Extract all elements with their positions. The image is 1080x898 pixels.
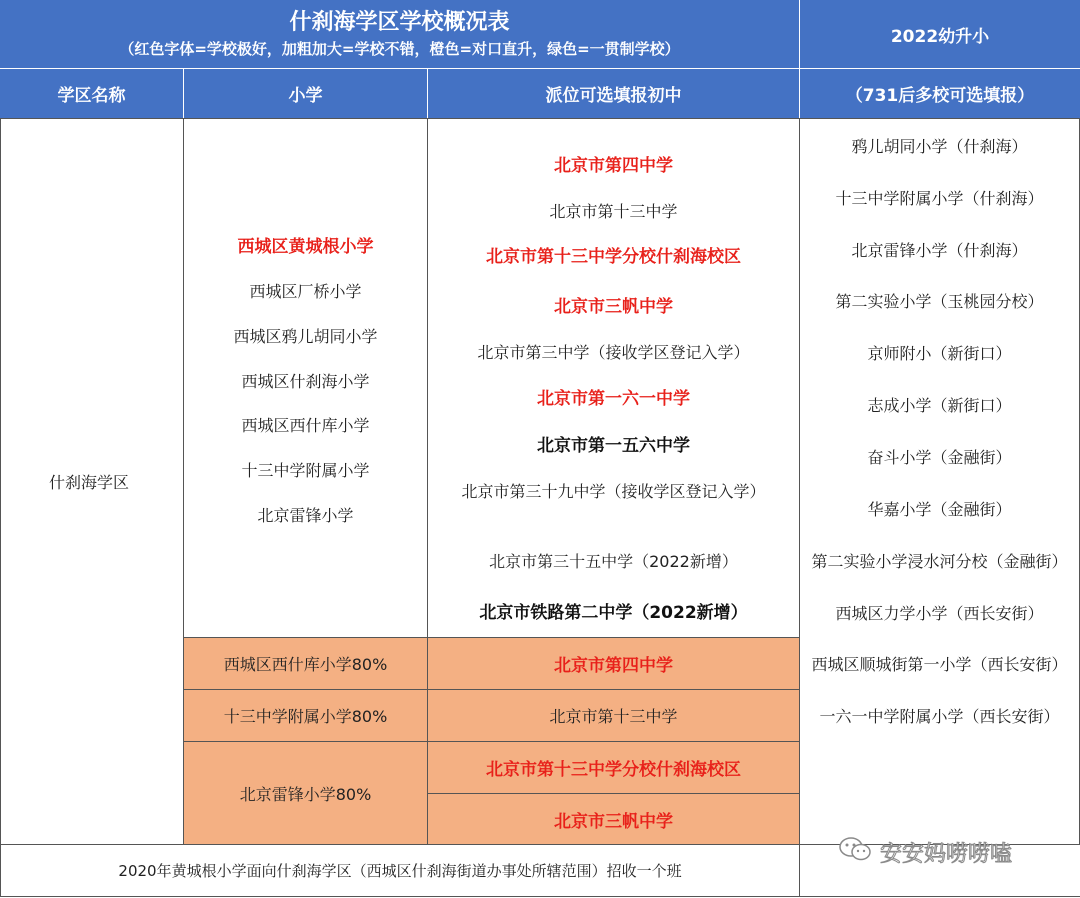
list-item: 鸦儿胡同小学（什刹海） bbox=[851, 137, 1028, 156]
list-item: 北京市第十三中学 bbox=[549, 202, 678, 221]
list-item: 西城区顺城街第一小学（西长安街） bbox=[811, 655, 1068, 674]
list-item: 北京市第四中学 bbox=[554, 156, 673, 176]
page-title: 什刹海学区学校概况表 bbox=[289, 10, 510, 35]
list-item: 志成小学（新街口） bbox=[867, 396, 1012, 415]
list-item: 西城区力学小学（西长安街） bbox=[835, 604, 1044, 623]
list-item: 北京市第一六一中学 bbox=[537, 389, 690, 409]
list-item: 西城区鸦儿胡同小学 bbox=[233, 327, 378, 346]
list-item: 西城区厂桥小学 bbox=[249, 282, 362, 301]
list-item: 北京雷锋小学（什刹海） bbox=[851, 241, 1028, 260]
list-item: 北京市第一五六中学 bbox=[537, 436, 690, 456]
col-header-district: 学区名称 bbox=[0, 69, 183, 118]
primary-school-list bbox=[184, 119, 427, 637]
direct-middle-cell: 北京市第四中学 bbox=[428, 638, 799, 689]
legend-text: （红色字体=学校极好，加粗加大=学校不错，橙色=对口直升，绿色=一贯制学校） bbox=[119, 40, 680, 58]
col-header-multi: （731后多校可选填报） bbox=[800, 69, 1080, 118]
list-item: 北京市第三中学（接收学区登记入学） bbox=[477, 343, 750, 362]
direct-middle-cell: 北京市三帆中学 bbox=[428, 794, 799, 844]
col-header-primary: 小学 bbox=[184, 69, 427, 118]
grid-line bbox=[427, 793, 800, 794]
list-item: 北京市三帆中学 bbox=[554, 297, 673, 317]
multi-school-list bbox=[800, 119, 1079, 844]
direct-middle-cell: 北京市第十三中学 bbox=[428, 690, 799, 741]
list-item: 第二实验小学（玉桃园分校） bbox=[835, 292, 1044, 311]
list-item: 第二实验小学浸水河分校（金融街） bbox=[811, 552, 1068, 571]
grid-line bbox=[183, 741, 800, 742]
list-item: 十三中学附属小学 bbox=[241, 461, 370, 480]
watermark: 安安妈唠唠嗑 bbox=[838, 832, 1078, 872]
list-item: 一六一中学附属小学（西长安街） bbox=[819, 707, 1060, 726]
title-header bbox=[0, 0, 799, 68]
list-item: 西城区什刹海小学 bbox=[241, 372, 370, 391]
grid-line bbox=[183, 689, 800, 690]
list-item: 华嘉小学（金融街） bbox=[867, 500, 1012, 519]
footer-note: 2020年黄城根小学面向什刹海学区（西城区什刹海街道办事处所辖范围）招收一个班 bbox=[118, 862, 682, 880]
list-item: 北京市第十三中学分校什刹海校区 bbox=[486, 247, 741, 267]
list-item: 北京市第三十五中学（2022新增） bbox=[489, 552, 738, 571]
grid-line bbox=[0, 896, 1080, 897]
list-item: 奋斗小学（金融街） bbox=[867, 448, 1012, 467]
direct-primary-cell: 西城区西什库小学80% bbox=[184, 638, 427, 689]
district-name: 什刹海学区 bbox=[49, 473, 130, 492]
direct-primary-cell: 北京雷锋小学80% bbox=[184, 742, 427, 844]
direct-middle-cell: 北京市第十三中学分校什刹海校区 bbox=[428, 742, 799, 793]
direct-primary-cell: 十三中学附属小学80% bbox=[184, 690, 427, 741]
list-item: 西城区西什库小学 bbox=[241, 416, 370, 435]
col-header-middle: 派位可选填报初中 bbox=[428, 69, 799, 118]
wechat-icon bbox=[838, 835, 872, 869]
grid-line bbox=[183, 637, 800, 638]
year-header: 2022幼升小 bbox=[800, 0, 1080, 68]
list-item: 十三中学附属小学（什刹海） bbox=[835, 189, 1044, 208]
list-item: 北京市铁路第二中学（2022新增） bbox=[479, 603, 748, 623]
middle-school-list bbox=[428, 119, 799, 637]
list-item: 京师附小（新街口） bbox=[867, 344, 1012, 363]
list-item: 北京雷锋小学 bbox=[257, 506, 354, 525]
list-item: 北京市第三十九中学（接收学区登记入学） bbox=[461, 482, 766, 501]
list-item: 西城区黄城根小学 bbox=[237, 237, 374, 257]
